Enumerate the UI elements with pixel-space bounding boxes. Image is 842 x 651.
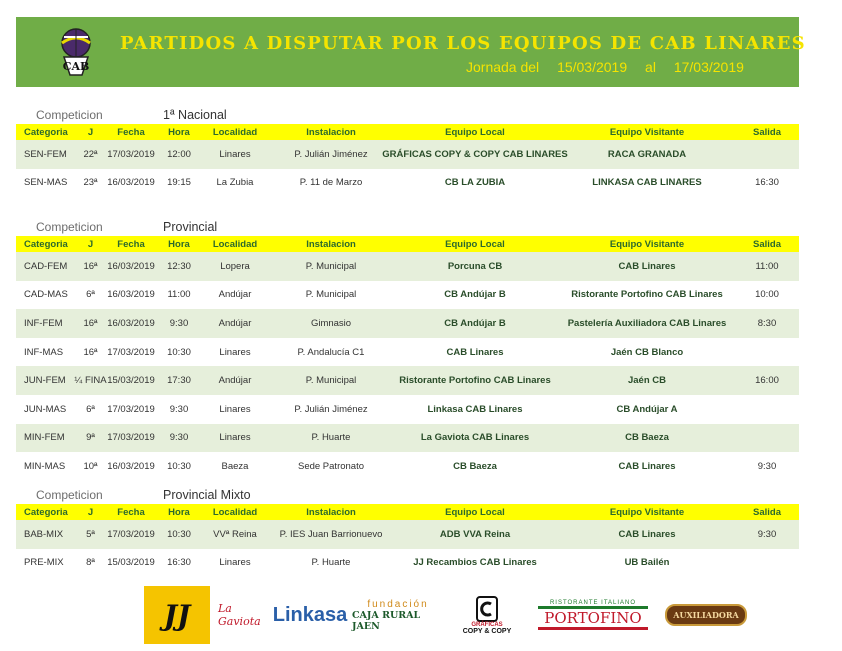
table-row	[16, 338, 799, 367]
cell-town: Lopera	[220, 260, 250, 272]
cell-departure	[735, 395, 799, 424]
cell-category: MIN-FEM	[24, 432, 65, 444]
competition-label: Competicion	[36, 220, 103, 234]
table-row	[16, 520, 799, 549]
cell-round: 23ª	[83, 177, 98, 189]
header-time: Hora	[168, 238, 190, 250]
cell-round: 5ª	[86, 528, 95, 540]
cell-date: 16/03/2019	[107, 289, 155, 301]
cell-town: Linares	[219, 557, 251, 569]
sponsor-copy-logo: GRÁFICAS COPY & COPY	[454, 586, 520, 644]
cell-departure	[735, 424, 799, 453]
header-category: Categoria	[24, 506, 68, 518]
cell-away-team: CB Baeza	[625, 432, 669, 444]
cell-round: 22ª	[83, 148, 98, 160]
header-away-team: Equipo Visitante	[609, 506, 685, 518]
header-home-team: Equipo Local	[445, 506, 505, 518]
cell-venue: Gimnasio	[310, 317, 352, 329]
header-departure: Salida	[753, 506, 781, 518]
competition-name: Provincial Mixto	[163, 488, 251, 502]
header-round: J	[87, 238, 94, 250]
table-row	[16, 452, 799, 481]
cell-away-team: CB Andújar A	[616, 403, 678, 415]
cell-round: 16ª	[83, 260, 98, 272]
cell-away-team: Jaén CB	[627, 375, 666, 387]
cell-away-team: CAB Linares	[618, 260, 676, 272]
table-header	[16, 124, 799, 140]
header-departure: Salida	[753, 238, 781, 250]
cell-round: 16ª	[83, 346, 98, 358]
cell-home-team: CB Baeza	[453, 460, 497, 472]
cell-category: SEN-MAS	[24, 177, 68, 189]
header-date: Fecha	[117, 506, 145, 518]
date-to: 17/03/2019	[673, 59, 744, 75]
section-provincial-mixto	[16, 486, 799, 577]
cell-time: 16:30	[167, 557, 191, 569]
cell-home-team: CB LA ZUBIA	[444, 177, 506, 189]
header-date: Fecha	[117, 238, 145, 250]
cell-venue: P. IES Juan Barrionuevo	[279, 528, 383, 540]
cell-town: Linares	[219, 148, 251, 160]
sponsor-jj-logo: JJ	[144, 586, 210, 644]
competition-name: 1ª Nacional	[163, 108, 227, 122]
cell-time: 9:30	[169, 317, 189, 329]
cell-departure: 10:00	[755, 289, 779, 301]
cell-round: ¼ FINA	[74, 375, 107, 387]
cell-category: SEN-FEM	[24, 148, 67, 160]
cell-town: Baeza	[221, 460, 249, 472]
cell-round: 8ª	[86, 557, 95, 569]
cell-town: VVª Reina	[213, 528, 257, 540]
cell-round: 6ª	[86, 403, 95, 415]
cell-date: 15/03/2019	[107, 557, 155, 569]
cell-town: La Zubia	[216, 177, 254, 189]
cell-home-team: CB Andújar B	[444, 317, 506, 329]
cell-time: 19:15	[167, 177, 191, 189]
header-town: Localidad	[212, 506, 258, 518]
table-row	[16, 281, 799, 310]
cell-town: Andújar	[218, 289, 252, 301]
cell-time: 10:30	[167, 346, 191, 358]
cell-venue: Sede Patronato	[297, 460, 365, 472]
header-round: J	[87, 126, 94, 138]
header-away-team: Equipo Visitante	[609, 126, 685, 138]
cell-date: 16/03/2019	[107, 460, 155, 472]
cell-departure: 8:30	[757, 317, 777, 329]
table-row	[16, 424, 799, 453]
cell-home-team: GRÁFICAS COPY & COPY CAB LINARES	[382, 148, 568, 160]
cell-away-team: Ristorante Portofino CAB Linares	[571, 289, 723, 301]
cell-category: PRE-MIX	[24, 557, 64, 569]
title-banner	[16, 17, 806, 87]
header-departure: Salida	[753, 126, 781, 138]
cell-date: 16/03/2019	[107, 260, 155, 272]
table-row	[16, 549, 799, 578]
cell-away-team: RACA GRANADA	[607, 148, 687, 160]
cell-home-team: CAB Linares	[446, 346, 504, 358]
cell-venue: P. Julián Jiménez	[294, 148, 368, 160]
cell-category: CAD-MAS	[24, 289, 68, 301]
cell-date: 17/03/2019	[107, 432, 155, 444]
table-header	[16, 504, 799, 520]
cell-venue: P. Municipal	[305, 289, 357, 301]
cell-time: 9:30	[169, 432, 189, 444]
cell-date: 16/03/2019	[107, 177, 155, 189]
cell-time: 9:30	[169, 403, 189, 415]
cell-away-team: Jaén CB Blanco	[610, 346, 684, 358]
sponsor-strip	[140, 586, 750, 644]
header-town: Localidad	[212, 126, 258, 138]
cell-home-team: Ristorante Portofino CAB Linares	[399, 375, 551, 387]
club-logo-icon	[54, 23, 98, 83]
copy-mark-icon	[476, 596, 498, 622]
header-home-team: Equipo Local	[445, 238, 505, 250]
cell-date: 17/03/2019	[107, 403, 155, 415]
cell-time: 17:30	[167, 375, 191, 387]
sponsor-auxiliadora-logo: AUXILIADORA	[666, 586, 746, 644]
cell-time: 11:00	[167, 289, 191, 301]
cell-time: 10:30	[167, 460, 191, 472]
cell-home-team: JJ Recambios CAB Linares	[413, 557, 537, 569]
cell-departure: 16:00	[755, 375, 779, 387]
cell-departure: 16:30	[755, 177, 779, 189]
cell-venue: P. Municipal	[305, 260, 357, 272]
header-time: Hora	[168, 126, 190, 138]
cell-departure	[735, 338, 799, 367]
sponsor-linkasa-logo: Linkasa	[272, 603, 348, 626]
table-header	[16, 236, 799, 252]
cell-away-team: CAB Linares	[618, 528, 676, 540]
cell-town: Andújar	[218, 375, 252, 387]
table-row	[16, 169, 799, 198]
competition-label: Competicion	[36, 108, 103, 122]
cell-date: 17/03/2019	[107, 148, 155, 160]
competition-label: Competicion	[36, 488, 103, 502]
table-row	[16, 366, 799, 395]
section-provincial	[16, 218, 799, 481]
competition-name: Provincial	[163, 220, 218, 234]
cell-time: 12:00	[167, 148, 191, 160]
cell-category: INF-MAS	[24, 346, 64, 358]
section-nacional	[16, 106, 799, 197]
table-row	[16, 395, 799, 424]
date-from: 15/03/2019	[557, 59, 628, 75]
cell-venue: P. Huarte	[311, 432, 351, 444]
header-time: Hora	[168, 506, 190, 518]
jornada-label: Jornada del	[466, 59, 540, 75]
cell-town: Linares	[219, 403, 251, 415]
svg-text:CAB: CAB	[62, 60, 90, 73]
cell-venue: P. Huarte	[311, 557, 351, 569]
cell-town: Linares	[219, 346, 251, 358]
header-town: Localidad	[212, 238, 258, 250]
cell-town: Linares	[219, 432, 251, 444]
header-home-team: Equipo Local	[445, 126, 505, 138]
cell-home-team: ADB VVA Reina	[439, 528, 511, 540]
cell-category: JUN-FEM	[24, 375, 66, 387]
header-date: Fecha	[117, 126, 145, 138]
cell-round: 10ª	[83, 460, 98, 472]
cell-venue: P. Julián Jiménez	[294, 403, 368, 415]
cell-departure	[735, 140, 799, 169]
header-venue: Instalacion	[306, 238, 356, 250]
cell-round: 6ª	[86, 289, 95, 301]
cell-home-team: La Gaviota CAB Linares	[420, 432, 530, 444]
cell-time: 12:30	[167, 260, 191, 272]
header-round: J	[87, 506, 94, 518]
cell-away-team: Pastelería Auxiliadora CAB Linares	[567, 317, 727, 329]
cell-date: 17/03/2019	[107, 346, 155, 358]
table-row	[16, 309, 799, 338]
cell-venue: P. Municipal	[305, 375, 357, 387]
date-range	[466, 59, 758, 75]
cell-home-team: Linkasa CAB Linares	[427, 403, 523, 415]
cell-date: 17/03/2019	[107, 528, 155, 540]
cell-away-team: LINKASA CAB LINARES	[592, 177, 702, 189]
cell-away-team: CAB Linares	[618, 460, 676, 472]
cell-departure: 9:30	[757, 460, 777, 472]
cell-departure: 11:00	[755, 260, 779, 272]
cell-venue: P. Andalucía C1	[297, 346, 365, 358]
cell-category: BAB-MIX	[24, 528, 64, 540]
cell-category: MIN-MAS	[24, 460, 66, 472]
cell-time: 10:30	[167, 528, 191, 540]
sponsor-gaviota-logo: La Gaviota	[218, 602, 261, 628]
cell-category: CAD-FEM	[24, 260, 68, 272]
date-separator: al	[645, 59, 656, 75]
header-venue: Instalacion	[306, 126, 356, 138]
cell-departure	[735, 549, 799, 578]
header-venue: Instalacion	[306, 506, 356, 518]
cell-round: 9ª	[86, 432, 95, 444]
cell-departure: 9:30	[757, 528, 777, 540]
cell-home-team: CB Andújar B	[444, 289, 506, 301]
sponsor-portofino-logo: RISTORANTE ITALIANO PORTOFINO	[528, 586, 658, 644]
page-title: PARTIDOS A DISPUTAR POR LOS EQUIPOS DE CAB LINARES	[120, 33, 806, 54]
cell-away-team: UB Bailén	[624, 557, 670, 569]
cell-home-team: Porcuna CB	[447, 260, 503, 272]
cell-date: 15/03/2019	[107, 375, 155, 387]
cell-venue: P. 11 de Marzo	[299, 177, 363, 189]
header-away-team: Equipo Visitante	[609, 238, 685, 250]
table-row	[16, 252, 799, 281]
cell-category: JUN-MAS	[24, 403, 67, 415]
header-category: Categoria	[24, 238, 68, 250]
cell-date: 16/03/2019	[107, 317, 155, 329]
cell-round: 16ª	[83, 317, 98, 329]
cell-category: INF-FEM	[24, 317, 63, 329]
header-category: Categoria	[24, 126, 68, 138]
sponsor-caja-rural-logo: fundación CAJA RURAL JAEN	[352, 598, 429, 632]
cell-town: Andújar	[218, 317, 252, 329]
table-row	[16, 140, 799, 169]
